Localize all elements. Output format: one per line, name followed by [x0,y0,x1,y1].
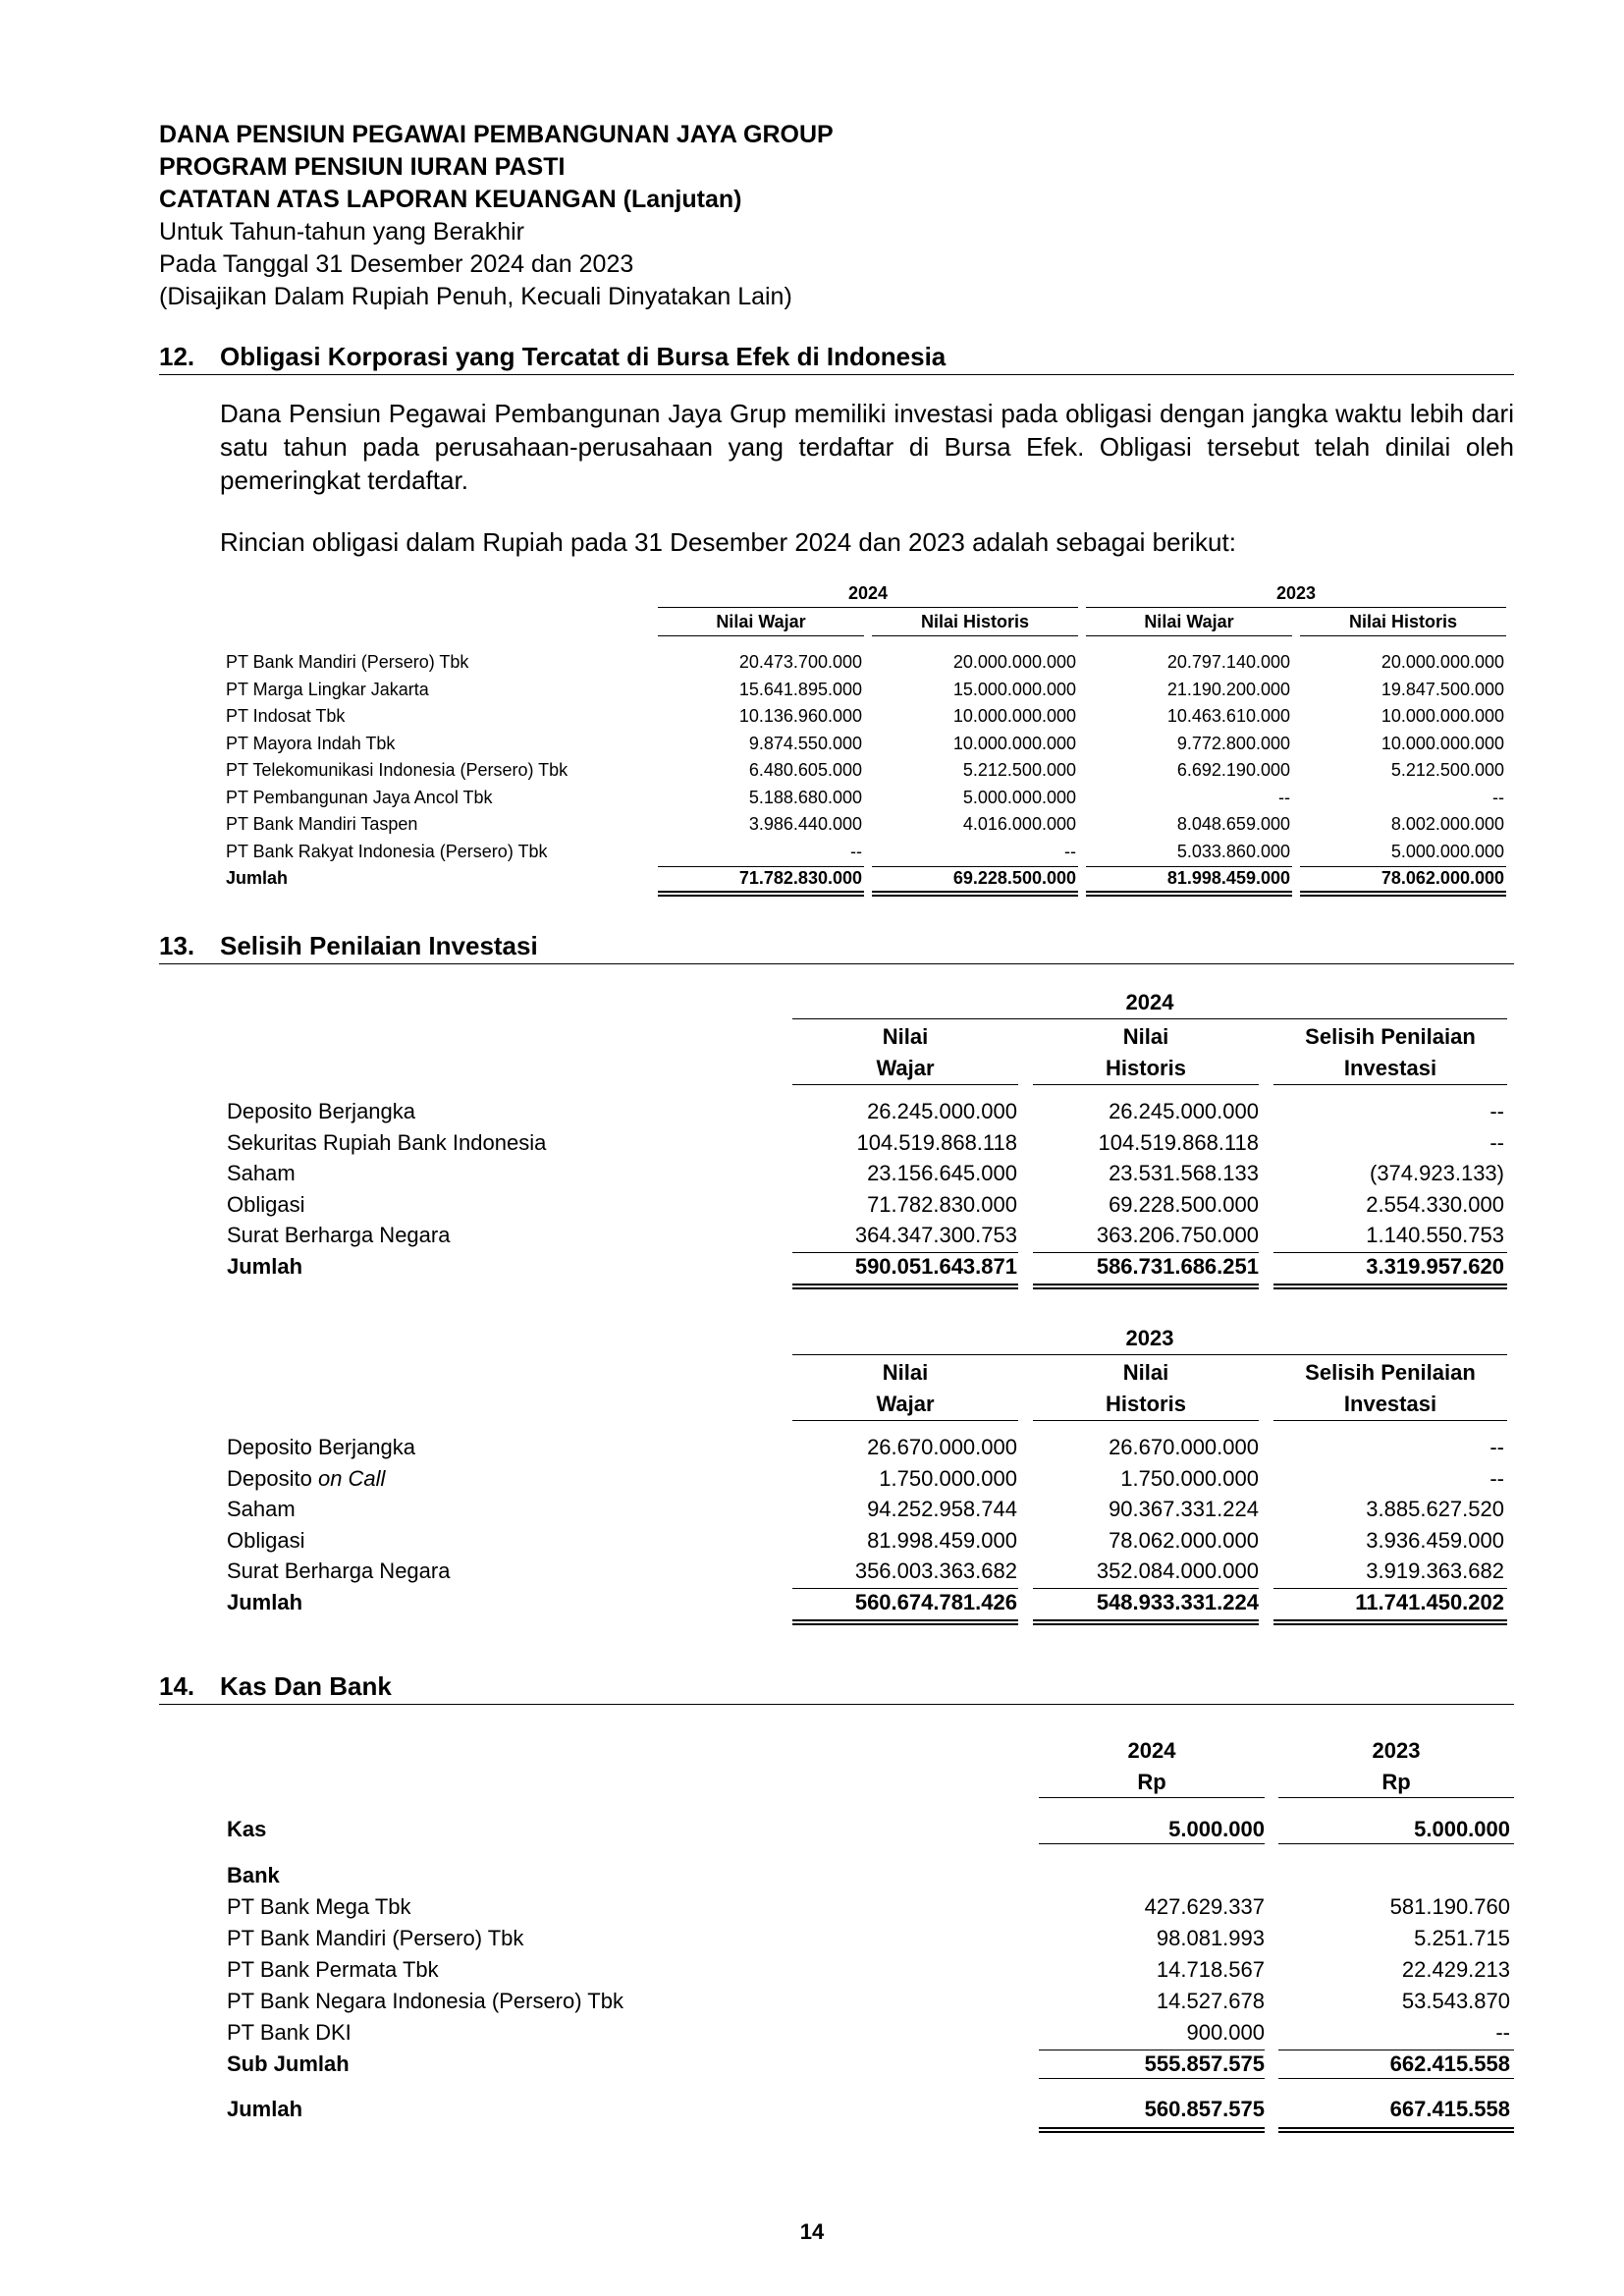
investment-value: 3.885.627.520 [1366,1497,1504,1521]
header-line-4: Untuk Tahun-tahun yang Berakhir [159,218,524,246]
header-line-1: DANA PENSIUN PEGAWAI PEMBANGUNAN JAYA GROUP [159,121,834,148]
bond-value: -- [1278,787,1290,807]
investment-value: 81.998.459.000 [867,1527,1017,1553]
investment-value: 1.750.000.000 [1120,1465,1259,1491]
year-header: 2024 [1127,1738,1176,1763]
bond-value: 5.212.500.000 [1390,760,1504,780]
total-label: Jumlah [227,2097,303,2121]
total-rule [1273,1588,1507,1589]
investment-type-label [227,1192,304,1218]
bond-value: 5.000.000.000 [962,787,1076,807]
total-label: Jumlah [227,1253,303,1279]
kas-value: 5.000.000 [1414,1817,1510,1841]
total-rule [1300,866,1506,867]
investment-value: 23.156.645.000 [867,1161,1017,1185]
column-header: Nilai [1122,1360,1169,1385]
total-double-rule [792,1284,1018,1289]
bond-value: 20.797.140.000 [1166,652,1290,672]
section-heading: Selisih Penilaian Investasi [220,931,538,960]
section-number: 14. [159,1671,195,1701]
year-header: 2024 [1125,990,1174,1014]
year-underline [792,1354,1507,1355]
subtotal-underline [1039,2078,1265,2079]
bank-balance: -- [1495,2020,1510,2045]
label-text: Deposito Berjangka [227,1435,416,1459]
investment-type-label [227,1528,304,1554]
total-rule [792,1252,1018,1253]
year-underline [658,607,1078,608]
column-header: Selisih Penilaian [1305,1024,1476,1049]
header-underline [792,1084,1018,1085]
investment-value: 3.919.363.682 [1366,1558,1504,1583]
section-number: 12. [159,342,195,371]
bond-value: 10.000.000.000 [952,733,1076,753]
total-value: 560.857.575 [1144,2097,1265,2121]
section-12-title [159,342,1514,375]
total-double-rule [1033,1284,1259,1289]
column-header: Investasi [1343,1392,1437,1416]
investment-value: 104.519.868.118 [856,1129,1017,1155]
total-value: 11.741.450.202 [1355,1589,1504,1614]
header-underline [1278,1797,1514,1798]
header-underline [1300,635,1506,636]
total-rule [1033,1588,1259,1589]
subtotal-value: 662.415.558 [1389,2051,1510,2076]
label-text: Surat Berharga Negara [227,1223,451,1247]
total-value: 590.051.643.871 [854,1253,1017,1279]
bond-value: 10.000.000.000 [1380,733,1504,753]
investment-value: 26.670.000.000 [1109,1435,1259,1459]
total-label: Jumlah [227,1589,303,1614]
bank-heading: Bank [227,1863,280,1887]
investment-value: 90.367.331.224 [1109,1497,1259,1521]
bond-value: 5.188.680.000 [748,787,862,807]
header-underline [1033,1420,1259,1421]
total-value: 548.933.331.224 [1096,1589,1259,1614]
column-header: Historis [1106,1056,1186,1080]
investment-type-label [227,1466,385,1492]
header-line-3: CATATAN ATAS LAPORAN KEUANGAN (Lanjutan) [159,186,742,213]
header-line-5: Pada Tanggal 31 Desember 2024 dan 2023 [159,250,634,278]
total-double-rule [1300,891,1506,897]
report-header [159,119,1514,313]
bank-balance: 900.000 [1186,2020,1265,2045]
investment-type-label [227,1223,450,1248]
total-value: 3.319.957.620 [1366,1253,1504,1279]
label-text: Saham [227,1497,296,1521]
header-underline [1039,1797,1265,1798]
kas-underline [1039,1843,1265,1844]
total-value: 69.228.500.000 [952,868,1076,888]
column-header: Historis [1106,1392,1186,1416]
kas-underline [1278,1843,1514,1844]
section-13-title [159,931,1514,964]
header-line-2: PROGRAM PENSIUN IURAN PASTI [159,153,566,181]
currency-header: Rp [1381,1770,1411,1794]
total-value: 81.998.459.000 [1166,868,1290,888]
label-italic-text: on Call [317,1465,386,1491]
bond-value: 20.473.700.000 [738,652,862,672]
investment-value: 26.670.000.000 [867,1435,1017,1459]
bank-balance: 581.190.760 [1389,1894,1510,1919]
investment-value: -- [1489,1099,1504,1123]
bank-balance: 53.543.870 [1401,1989,1510,2013]
label-text: Sekuritas Rupiah Bank Indonesia [227,1129,547,1155]
investment-value: 104.519.868.118 [1098,1129,1259,1155]
investment-value: 352.084.000.000 [1096,1558,1259,1583]
total-double-rule [1278,2127,1514,2133]
section-heading: Kas Dan Bank [220,1671,392,1701]
column-header: Nilai Wajar [1144,612,1234,631]
year-underline [792,1018,1507,1019]
total-rule [1086,866,1292,867]
investment-value: 3.936.459.000 [1366,1527,1504,1553]
bond-value: -- [1064,841,1076,861]
bond-value: -- [1492,787,1504,807]
label-text: Deposito Berjangka [227,1099,416,1123]
column-header: Wajar [876,1392,935,1416]
bank-name: PT Bank Mandiri (Persero) Tbk [227,1926,524,1950]
bond-value: 15.641.895.000 [738,679,862,699]
section-number: 13. [159,931,195,960]
bond-issuer-name: PT Bank Rakyat Indonesia (Persero) Tbk [226,841,548,861]
investment-type-label [227,1130,546,1156]
section-12-intro: Rincian obligasi dalam Rupiah pada 31 Desember 2024 dan 2023 adalah sebagai berikut: [220,527,1236,557]
total-value: 667.415.558 [1389,2097,1510,2121]
investment-value: 363.206.750.000 [1096,1223,1259,1247]
bond-value: 9.874.550.000 [748,733,862,753]
investment-type-label [227,1497,296,1522]
bank-balance: 14.718.567 [1156,1957,1265,1982]
header-underline [658,635,864,636]
investment-type-label [227,1558,450,1584]
kas-label: Kas [227,1817,267,1841]
investment-value: 2.554.330.000 [1366,1191,1504,1217]
investment-value: (374.923.133) [1370,1161,1504,1185]
investment-value: -- [1489,1465,1504,1491]
column-header: Investasi [1343,1056,1437,1080]
label-text: Saham [227,1161,296,1185]
investment-value: -- [1489,1435,1504,1459]
total-double-rule [1039,2127,1265,2133]
bond-value: 20.000.000.000 [952,652,1076,672]
total-double-rule [1273,1619,1507,1625]
section-14-title [159,1671,1514,1705]
column-header: Nilai [1122,1024,1169,1049]
bank-name: PT Bank DKI [227,2020,352,2045]
header-underline [1086,635,1292,636]
total-rule [658,866,864,867]
bond-value: 5.033.860.000 [1176,841,1290,861]
header-underline [792,1420,1018,1421]
total-double-rule [1273,1284,1507,1289]
header-underline [1273,1420,1507,1421]
total-double-rule [1086,891,1292,897]
label-text: Surat Berharga Negara [227,1558,451,1583]
bond-value: -- [850,841,862,861]
header-underline [1273,1084,1507,1085]
total-value: 586.731.686.251 [1096,1253,1259,1279]
bond-value: 8.002.000.000 [1390,814,1504,834]
total-label: Jumlah [226,868,289,888]
total-double-rule [1033,1619,1259,1625]
investment-value: 1.750.000.000 [879,1465,1017,1491]
investment-value: -- [1489,1129,1504,1155]
column-header: Nilai Historis [920,612,1030,631]
column-header: Nilai Wajar [716,612,806,631]
currency-header: Rp [1137,1770,1166,1794]
column-header: Nilai [882,1360,929,1385]
total-rule [792,1588,1018,1589]
total-double-rule [658,891,864,897]
header-underline [1033,1084,1259,1085]
header-underline [872,635,1078,636]
label-text: Obligasi [227,1527,305,1553]
bond-issuer-name: PT Telekomunikasi Indonesia (Persero) Tbk [226,760,568,780]
total-rule [1033,1252,1259,1253]
total-value: 71.782.830.000 [738,868,862,888]
label-text: Deposito [227,1465,318,1491]
subtotal-label: Sub Jumlah [227,2051,350,2076]
total-double-rule [792,1619,1018,1625]
bond-issuer-name: PT Indosat Tbk [226,706,346,726]
bond-issuer-name: PT Pembangunan Jaya Ancol Tbk [226,787,493,807]
subtotal-underline [1278,2078,1514,2079]
total-rule [872,866,1078,867]
label-text: Obligasi [227,1191,305,1217]
investment-value: 26.245.000.000 [1109,1099,1259,1123]
header-line-6: (Disajikan Dalam Rupiah Penuh, Kecuali Dinyatakan Lain) [159,283,792,310]
investment-value: 78.062.000.000 [1109,1527,1259,1553]
bond-value: 19.847.500.000 [1380,679,1504,699]
year-header-2024: 2024 [847,583,889,603]
investment-type-label [227,1435,415,1460]
bond-value: 8.048.659.000 [1176,814,1290,834]
bond-issuer-name: PT Mayora Indah Tbk [226,733,396,753]
bank-balance: 22.429.213 [1401,1957,1510,1982]
investment-value: 69.228.500.000 [1109,1191,1259,1217]
investment-type-label [227,1099,415,1124]
bank-name: PT Bank Negara Indonesia (Persero) Tbk [227,1989,623,2013]
bond-issuer-name: PT Marga Lingkar Jakarta [226,679,429,699]
investment-value: 26.245.000.000 [867,1099,1017,1123]
investment-value: 94.252.958.744 [867,1497,1017,1521]
column-header: Nilai [882,1024,929,1049]
column-header: Nilai Historis [1348,612,1458,631]
total-value: 78.062.000.000 [1380,868,1504,888]
bank-balance: 5.251.715 [1414,1926,1510,1950]
year-header: 2023 [1125,1326,1174,1350]
investment-value: 71.782.830.000 [867,1191,1017,1217]
total-rule [1273,1252,1507,1253]
bond-value: 10.136.960.000 [738,706,862,726]
investment-value: 1.140.550.753 [1366,1223,1504,1247]
total-double-rule [872,891,1078,897]
bond-value: 6.480.605.000 [748,760,862,780]
year-header-2023: 2023 [1275,583,1317,603]
bond-value: 10.000.000.000 [1380,706,1504,726]
bond-value: 15.000.000.000 [952,679,1076,699]
bond-value: 21.190.200.000 [1166,679,1290,699]
bond-value: 10.000.000.000 [952,706,1076,726]
kas-value: 5.000.000 [1168,1817,1265,1841]
column-header: Selisih Penilaian [1305,1360,1476,1385]
bond-issuer-name: PT Bank Mandiri (Persero) Tbk [226,652,469,672]
bank-name: PT Bank Mega Tbk [227,1894,411,1919]
year-header: 2023 [1372,1738,1421,1763]
bond-value: 6.692.190.000 [1176,760,1290,780]
investment-value: 23.531.568.133 [1109,1161,1259,1185]
bond-value: 4.016.000.000 [962,814,1076,834]
section-12-paragraph: Dana Pensiun Pegawai Pembangunan Jaya Grup memiliki investasi pada obligasi dengan jangka waktu lebih dari satu tahun pada perusahaan-perusahaan yang terdaftar di Bursa Efek. Obligasi tersebut telah dinilai oleh pemeringkat terdaftar. [220,399,1514,495]
investment-value: 364.347.300.753 [854,1223,1017,1247]
bond-value: 10.463.610.000 [1166,706,1290,726]
investment-value: 356.003.363.682 [854,1558,1017,1583]
year-underline [1086,607,1506,608]
bank-balance: 98.081.993 [1156,1926,1265,1950]
bank-balance: 14.527.678 [1156,1989,1265,2013]
column-header: Wajar [876,1056,935,1080]
bond-value: 5.212.500.000 [962,760,1076,780]
total-value: 560.674.781.426 [854,1589,1017,1614]
bank-name: PT Bank Permata Tbk [227,1957,439,1982]
subtotal-value: 555.857.575 [1144,2051,1265,2076]
page-number: 14 [799,2219,825,2244]
bond-issuer-name: PT Bank Mandiri Taspen [226,814,418,834]
bank-balance: 427.629.337 [1144,1894,1265,1919]
section-heading: Obligasi Korporasi yang Tercatat di Bursa Efek di Indonesia [220,342,947,371]
bond-value: 3.986.440.000 [748,814,862,834]
investment-type-label [227,1161,296,1186]
bond-value: 9.772.800.000 [1176,733,1290,753]
bond-value: 5.000.000.000 [1390,841,1504,861]
bond-value: 20.000.000.000 [1380,652,1504,672]
